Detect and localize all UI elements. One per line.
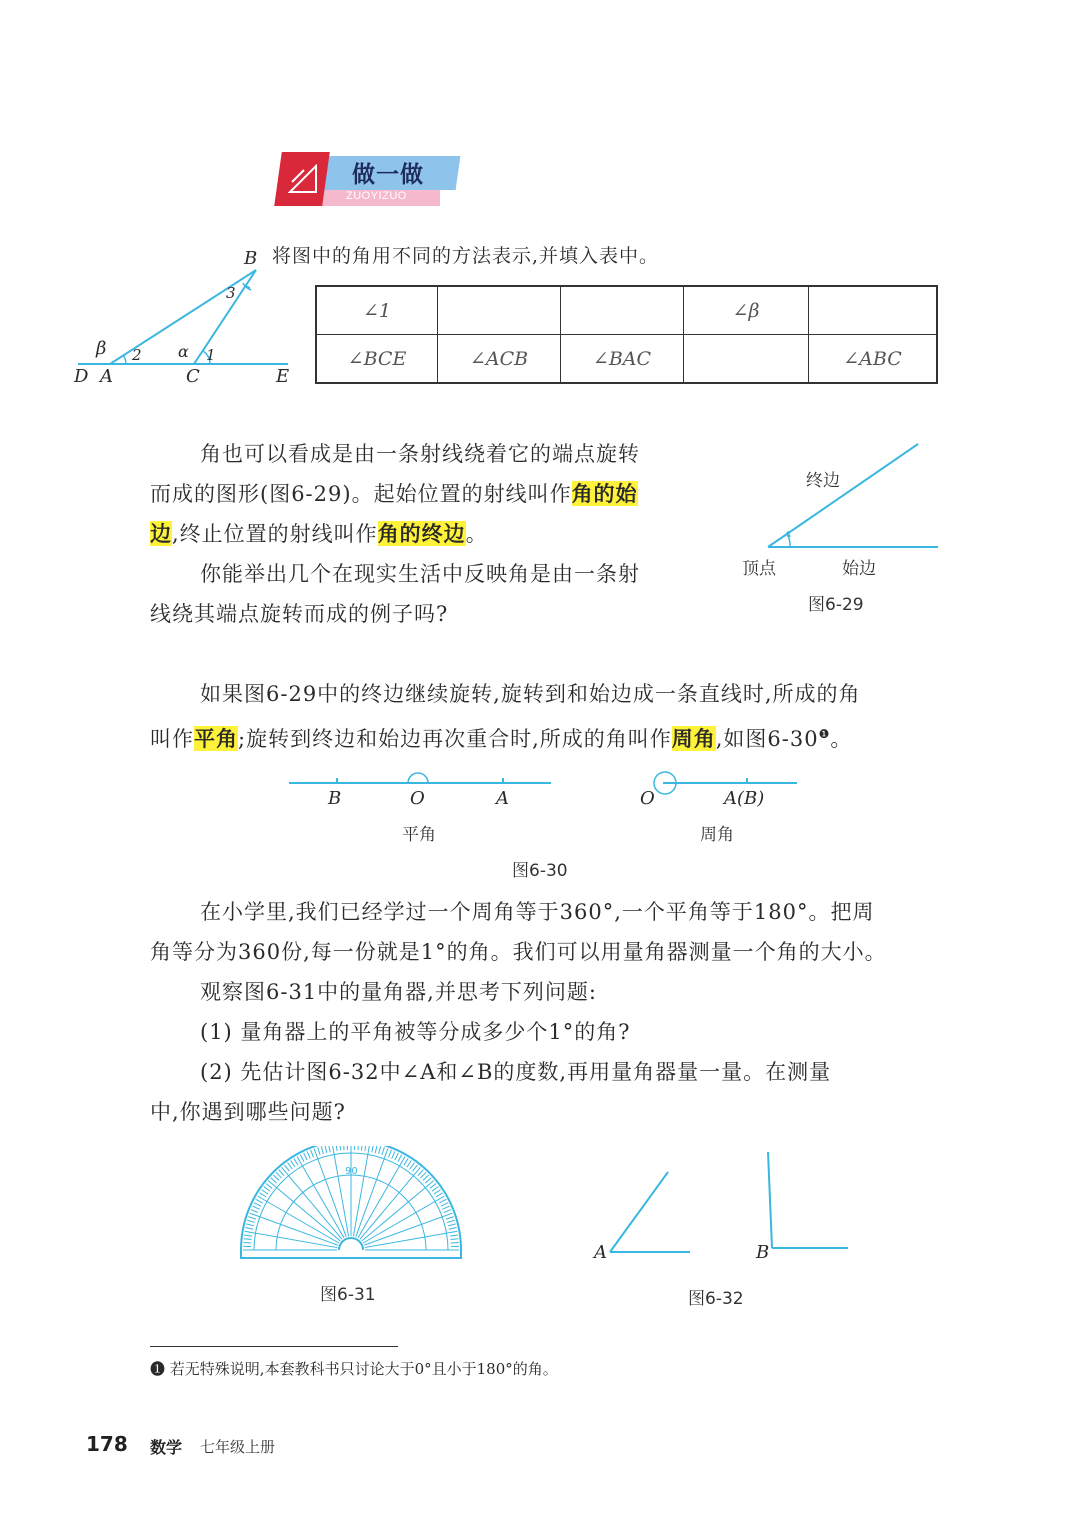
task-instruction: 将图中的角用不同的方法表示,并填入表中。 <box>272 245 660 267</box>
table-cell: ∠BCE <box>316 335 438 384</box>
fig630-label-A: A <box>496 788 509 809</box>
label-3: 3 <box>226 284 236 302</box>
label-1: 1 <box>206 346 216 364</box>
fig630-label-O: O <box>410 788 425 809</box>
fig629-start-side: 始边 <box>842 559 876 579</box>
label-alpha: α <box>178 342 189 361</box>
para1-line1: 角也可以看成是由一条射线绕着它的端点旋转 <box>200 442 640 466</box>
fig630-caption: 图6-30 <box>512 861 568 881</box>
triangle-ruler-icon <box>286 162 322 198</box>
fig632-caption: 图6-32 <box>688 1289 744 1309</box>
para4-line2: 角等分为360份,每一份就是1°的角。我们可以用量角器测量一个角的大小。 <box>150 940 887 964</box>
fig632-label-B: B <box>756 1242 770 1263</box>
table-cell: ∠ABC <box>809 335 938 384</box>
label-C: C <box>186 366 200 387</box>
fig629-vertex: 顶点 <box>742 559 776 579</box>
question-1: (1) 量角器上的平角被等分成多少个1°的角? <box>200 1020 631 1044</box>
para2-line2: 线绕其端点旋转而成的例子吗? <box>150 602 449 626</box>
para2-line1: 你能举出几个在现实生活中反映角是由一条射 <box>200 562 640 586</box>
term-initial-side: 角的始 <box>571 481 638 506</box>
angle-table <box>315 285 938 384</box>
table-cell: ∠β <box>684 286 809 335</box>
fig632-diagram <box>600 1148 860 1258</box>
para1-line3: 边,终止位置的射线叫作角的终边。 <box>150 521 488 546</box>
badge-title: 做一做 <box>352 162 424 188</box>
section-badge <box>272 152 462 208</box>
table-cell: ∠ACB <box>438 335 561 384</box>
para4-line1: 在小学里,我们已经学过一个周角等于360°,一个平角等于180°。把周 <box>200 900 875 924</box>
label-E: E <box>276 366 290 387</box>
table-row <box>316 335 937 384</box>
fig630-label-B: B <box>328 788 342 809</box>
badge-subtitle: ZUOYIZUO <box>346 190 407 202</box>
fig632-label-A: A <box>594 1242 607 1263</box>
table-cell <box>438 286 561 335</box>
table-cell: ∠BAC <box>561 335 684 384</box>
footnote: ❶ 若无特殊说明,本套教科书只讨论大于0°且小于180°的角。 <box>150 1360 558 1378</box>
label-A: A <box>100 366 113 387</box>
table-cell <box>684 335 809 384</box>
table-row <box>316 286 937 335</box>
footnote-divider <box>150 1346 398 1347</box>
footnote-ref: ❶ <box>818 727 831 741</box>
para3-line2: 叫作平角;旋转到终边和始边再次重合时,所成的角叫作周角,如图$6-30^❶$。 <box>150 726 853 751</box>
fig630-straight: 平角 <box>402 825 436 845</box>
fig631-caption: 图6-31 <box>320 1285 376 1305</box>
label-D: D <box>74 366 89 387</box>
term-round-angle: 周角 <box>671 726 716 751</box>
para4-line3: 观察图6-31中的量角器,并思考下列问题: <box>200 980 597 1004</box>
question-2-cont: 中,你遇到哪些问题? <box>150 1100 346 1124</box>
fig630-round: 周角 <box>700 825 734 845</box>
footer-grade: 七年级上册 <box>200 1438 276 1456</box>
protractor-figure <box>238 1146 464 1262</box>
para1-line2: 而成的图形(图6-29)。起始位置的射线叫作角的始 <box>150 481 638 506</box>
question-2: (2) 先估计图6-32中∠A和∠B的度数,再用量角器量一量。在测量 <box>200 1060 832 1084</box>
label-B: B <box>244 248 258 269</box>
fig629-caption: 图6-29 <box>808 595 864 615</box>
footer-subject: 数学 <box>150 1438 183 1457</box>
term-straight-angle: 平角 <box>194 726 238 751</box>
para3-line1: 如果图6-29中的终边继续旋转,旋转到和始边成一条直线时,所成的角 <box>200 682 861 706</box>
label-2: 2 <box>132 346 142 364</box>
page-number: 178 <box>86 1432 128 1456</box>
table-cell: ∠1 <box>316 286 438 335</box>
table-cell <box>809 286 938 335</box>
table-cell <box>561 286 684 335</box>
label-beta: β <box>96 338 107 359</box>
fig629-end-side: 终边 <box>806 471 840 491</box>
fig630-label-AB: A(B) <box>724 788 765 809</box>
fig630-label-O2: O <box>640 788 655 809</box>
term-terminal-side: 角的终边 <box>377 521 466 546</box>
protractor-90: 90 <box>345 1166 358 1177</box>
fig629-diagram <box>760 440 950 555</box>
